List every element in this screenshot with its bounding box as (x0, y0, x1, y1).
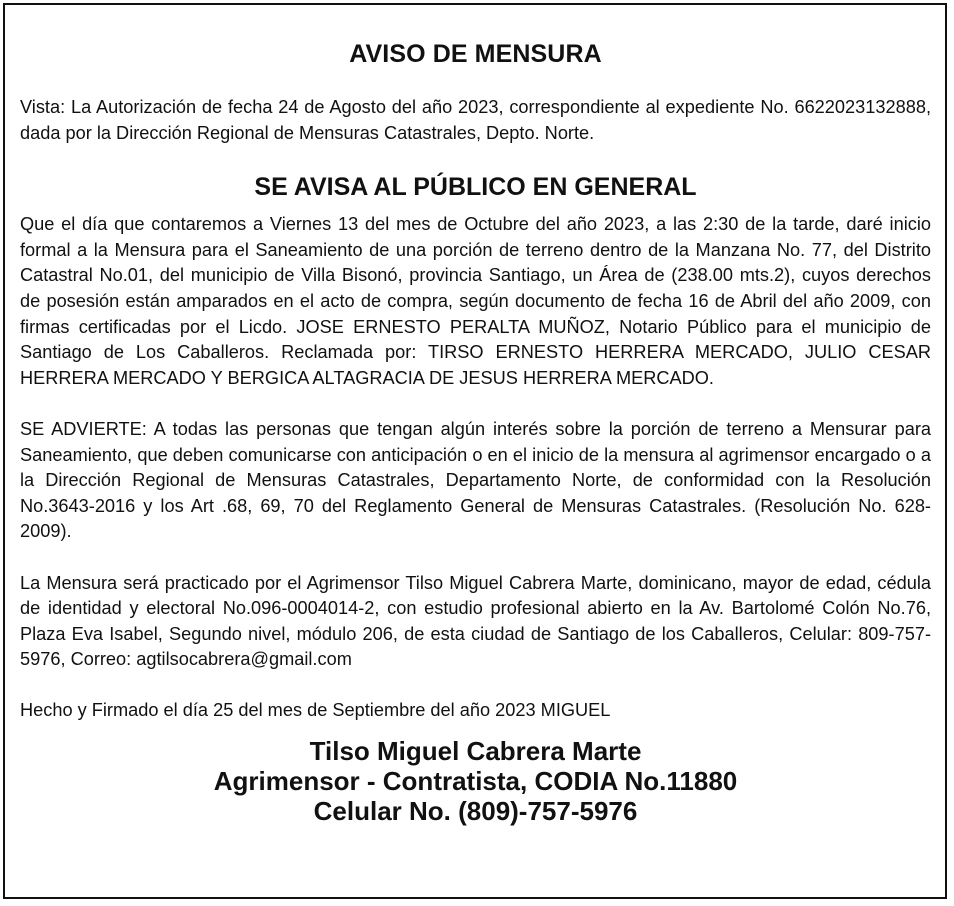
warning-paragraph: SE ADVIERTE: A todas las personas que tengan algún interés sobre la porción de terreno a Mensurar para Saneamiento, que deben comunicarse con anticipación o en el inicio de la mensura al agrimensor encargado o a la Dirección Regional de Mensuras Catastrales, Departamento Norte, de conformidad con la Resolución No.3643-2016 y los Art .68, 69, 70 del Reglamento General de Mensuras Catastrales. (Resolución No. 628-2009). (20, 418, 931, 542)
surveyor-paragraph: La Mensura será practicado por el Agrimensor Tilso Miguel Cabrera Marte, dominicano, mayor de edad, cédula de identidad y electoral No.096-0004014-2, con estudio profesional abierto en la Av. Bartolomé Colón No.76, Plaza Eva Isabel, Segundo nivel, módulo 206, de esta ciudad de Santiago de los Caballeros, Celular: 809-757-5976, Correo: agtilsocabrera@gmail.com (20, 572, 931, 670)
notice-content (20, 39, 931, 826)
signature-block (20, 736, 931, 826)
survey-date-paragraph: Que el día que contaremos a Viernes 13 del mes de Octubre del año 2023, a las 2:30 de la tarde, daré inicio formal a la Mensura para el Saneamiento de una porción de terreno dentro de la Manzana No. 77, del Distrito Catastral No.01, del municipio de Villa Bisonó, provincia Santiago, un Área de (238.00 mts.2), cuyos derechos de posesión están amparados en el acto de compra, según documento de fecha 16 de Abril del año 2009, con firmas certificadas por el Licdo. JOSE ERNESTO PERALTA MUÑOZ, Notario Público para el municipio de Santiago de Los Caballeros. Reclamada por: TIRSO ERNESTO HERRERA MERCADO, JULIO CESAR HERRERA MERCADO Y BERGICA ALTAGRACIA DE JESUS HERRERA MERCADO. (20, 214, 931, 388)
signature-phone: Celular No. (809)-757-5976 (313, 796, 638, 827)
notice-title: AVISO DE MENSURA (349, 40, 602, 68)
signature-name: Tilso Miguel Cabrera Marte (309, 736, 642, 767)
signature-role: Agrimensor - Contratista, CODIA No.11880 (213, 766, 738, 797)
notice-subtitle: SE AVISA AL PÚBLICO EN GENERAL (254, 173, 697, 202)
notice-frame (3, 3, 947, 899)
signed-date-paragraph: Hecho y Firmado el día 25 del mes de Septiembre del año 2023 MIGUEL (20, 700, 611, 721)
intro-paragraph: Vista: La Autorización de fecha 24 de Agosto del año 2023, correspondiente al expediente No. 6622023132888, dada por la Dirección Regional de Mensuras Catastrales, Depto. Norte. (20, 97, 931, 143)
